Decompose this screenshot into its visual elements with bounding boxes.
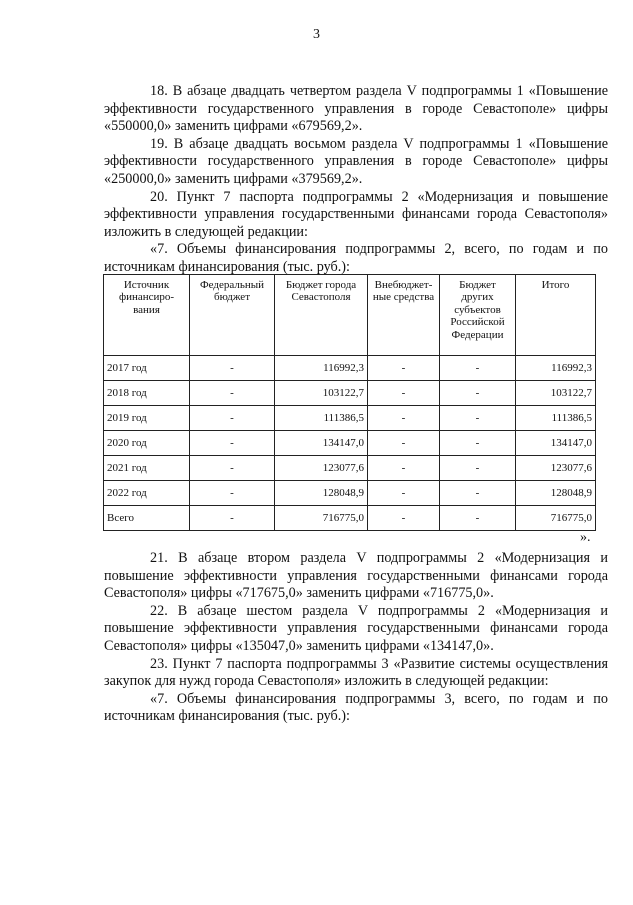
cell-total: 716775,0 <box>516 506 596 531</box>
header-other-regions: Бюджет других субъектов Российской Федерации <box>440 275 516 356</box>
closing-quote: ». <box>580 530 591 545</box>
cell-extrabudget: - <box>368 506 440 531</box>
cell-extrabudget: - <box>368 406 440 431</box>
header-extrabudget: Внебюджет-ные средства <box>368 275 440 356</box>
table-body <box>104 356 596 531</box>
cell-federal: - <box>190 506 275 531</box>
cell-extrabudget: - <box>368 381 440 406</box>
table-row <box>104 406 596 431</box>
cell-extrabudget: - <box>368 481 440 506</box>
paragraph-21: 21. В абзаце втором раздела V подпрограммы 2 «Модернизация и повышение эффективности управления государственными финансами города Севастополя» цифры «717675,0» заменить цифрами «716775,0». <box>104 550 608 602</box>
cell-year: 2018 год <box>104 381 190 406</box>
cell-city: 128048,9 <box>275 481 368 506</box>
cell-other-regions: - <box>440 356 516 381</box>
cell-total: 111386,5 <box>516 406 596 431</box>
paragraph-19: 19. В абзаце двадцать восьмом раздела V подпрограммы 1 «Повышение эффективности государственного управления в городе Севастополе» цифры «250000,0» заменить цифрами «379569,2». <box>104 135 608 187</box>
header-federal: Федеральный бюджет <box>190 275 275 356</box>
table-row <box>104 381 596 406</box>
cell-city: 123077,6 <box>275 456 368 481</box>
paragraph-23: 23. Пункт 7 паспорта подпрограммы 3 «Развитие системы осуществления закупок для нужд города Севастополя» изложить в следующей редакции: <box>104 655 608 690</box>
cell-city: 111386,5 <box>275 406 368 431</box>
cell-other-regions: - <box>440 456 516 481</box>
cell-total: 123077,6 <box>516 456 596 481</box>
financing-table <box>103 274 596 531</box>
cell-federal: - <box>190 356 275 381</box>
cell-total: 128048,9 <box>516 481 596 506</box>
cell-year: 2021 год <box>104 456 190 481</box>
cell-year: Всего <box>104 506 190 531</box>
cell-federal: - <box>190 431 275 456</box>
cell-federal: - <box>190 381 275 406</box>
cell-year: 2022 год <box>104 481 190 506</box>
header-source: Источник финансиро-вания <box>104 275 190 356</box>
paragraph-18: 18. В абзаце двадцать четвертом раздела V подпрограммы 1 «Повышение эффективности государственного управления в городе Севастополе» цифры «550000,0» заменить цифрами «679569,2». <box>104 83 608 135</box>
table-row <box>104 456 596 481</box>
table-row <box>104 481 596 506</box>
cell-other-regions: - <box>440 481 516 506</box>
cell-other-regions: - <box>440 506 516 531</box>
paragraph-23-quote: «7. Объемы финансирования подпрограммы 3, всего, по годам и по источникам финансирования (тыс. руб.): <box>104 690 608 725</box>
cell-other-regions: - <box>440 381 516 406</box>
table-row <box>104 431 596 456</box>
cell-total: 103122,7 <box>516 381 596 406</box>
cell-total: 134147,0 <box>516 431 596 456</box>
cell-city: 103122,7 <box>275 381 368 406</box>
page-number: 3 <box>313 27 320 42</box>
cell-extrabudget: - <box>368 356 440 381</box>
paragraph-20-quote: «7. Объемы финансирования подпрограммы 2, всего, по годам и по источникам финансирования (тыс. руб.): <box>104 241 608 275</box>
text-block-top <box>104 83 608 277</box>
cell-extrabudget: - <box>368 456 440 481</box>
header-total: Итого <box>516 275 596 356</box>
cell-federal: - <box>190 456 275 481</box>
cell-year: 2017 год <box>104 356 190 381</box>
cell-city: 134147,0 <box>275 431 368 456</box>
cell-city: 116992,3 <box>275 356 368 381</box>
cell-other-regions: - <box>440 406 516 431</box>
table-row <box>104 356 596 381</box>
paragraph-22: 22. В абзаце шестом раздела V подпрограммы 2 «Модернизация и повышение эффективности управления государственными финансами города Севастополя» цифры «135047,0» заменить цифрами «134147,0». <box>104 602 608 654</box>
cell-city: 716775,0 <box>275 506 368 531</box>
cell-other-regions: - <box>440 431 516 456</box>
cell-year: 2020 год <box>104 431 190 456</box>
paragraph-20: 20. Пункт 7 паспорта подпрограммы 2 «Модернизация и повышение эффективности управления государственными финансами города Севастополя» изложить в следующей редакции: <box>104 188 608 240</box>
header-city: Бюджет города Севастополя <box>275 275 368 356</box>
cell-year: 2019 год <box>104 406 190 431</box>
cell-total: 116992,3 <box>516 356 596 381</box>
table-row <box>104 506 596 531</box>
cell-federal: - <box>190 481 275 506</box>
cell-extrabudget: - <box>368 431 440 456</box>
text-block-bottom <box>104 550 608 726</box>
table-header-row <box>104 275 596 356</box>
cell-federal: - <box>190 406 275 431</box>
